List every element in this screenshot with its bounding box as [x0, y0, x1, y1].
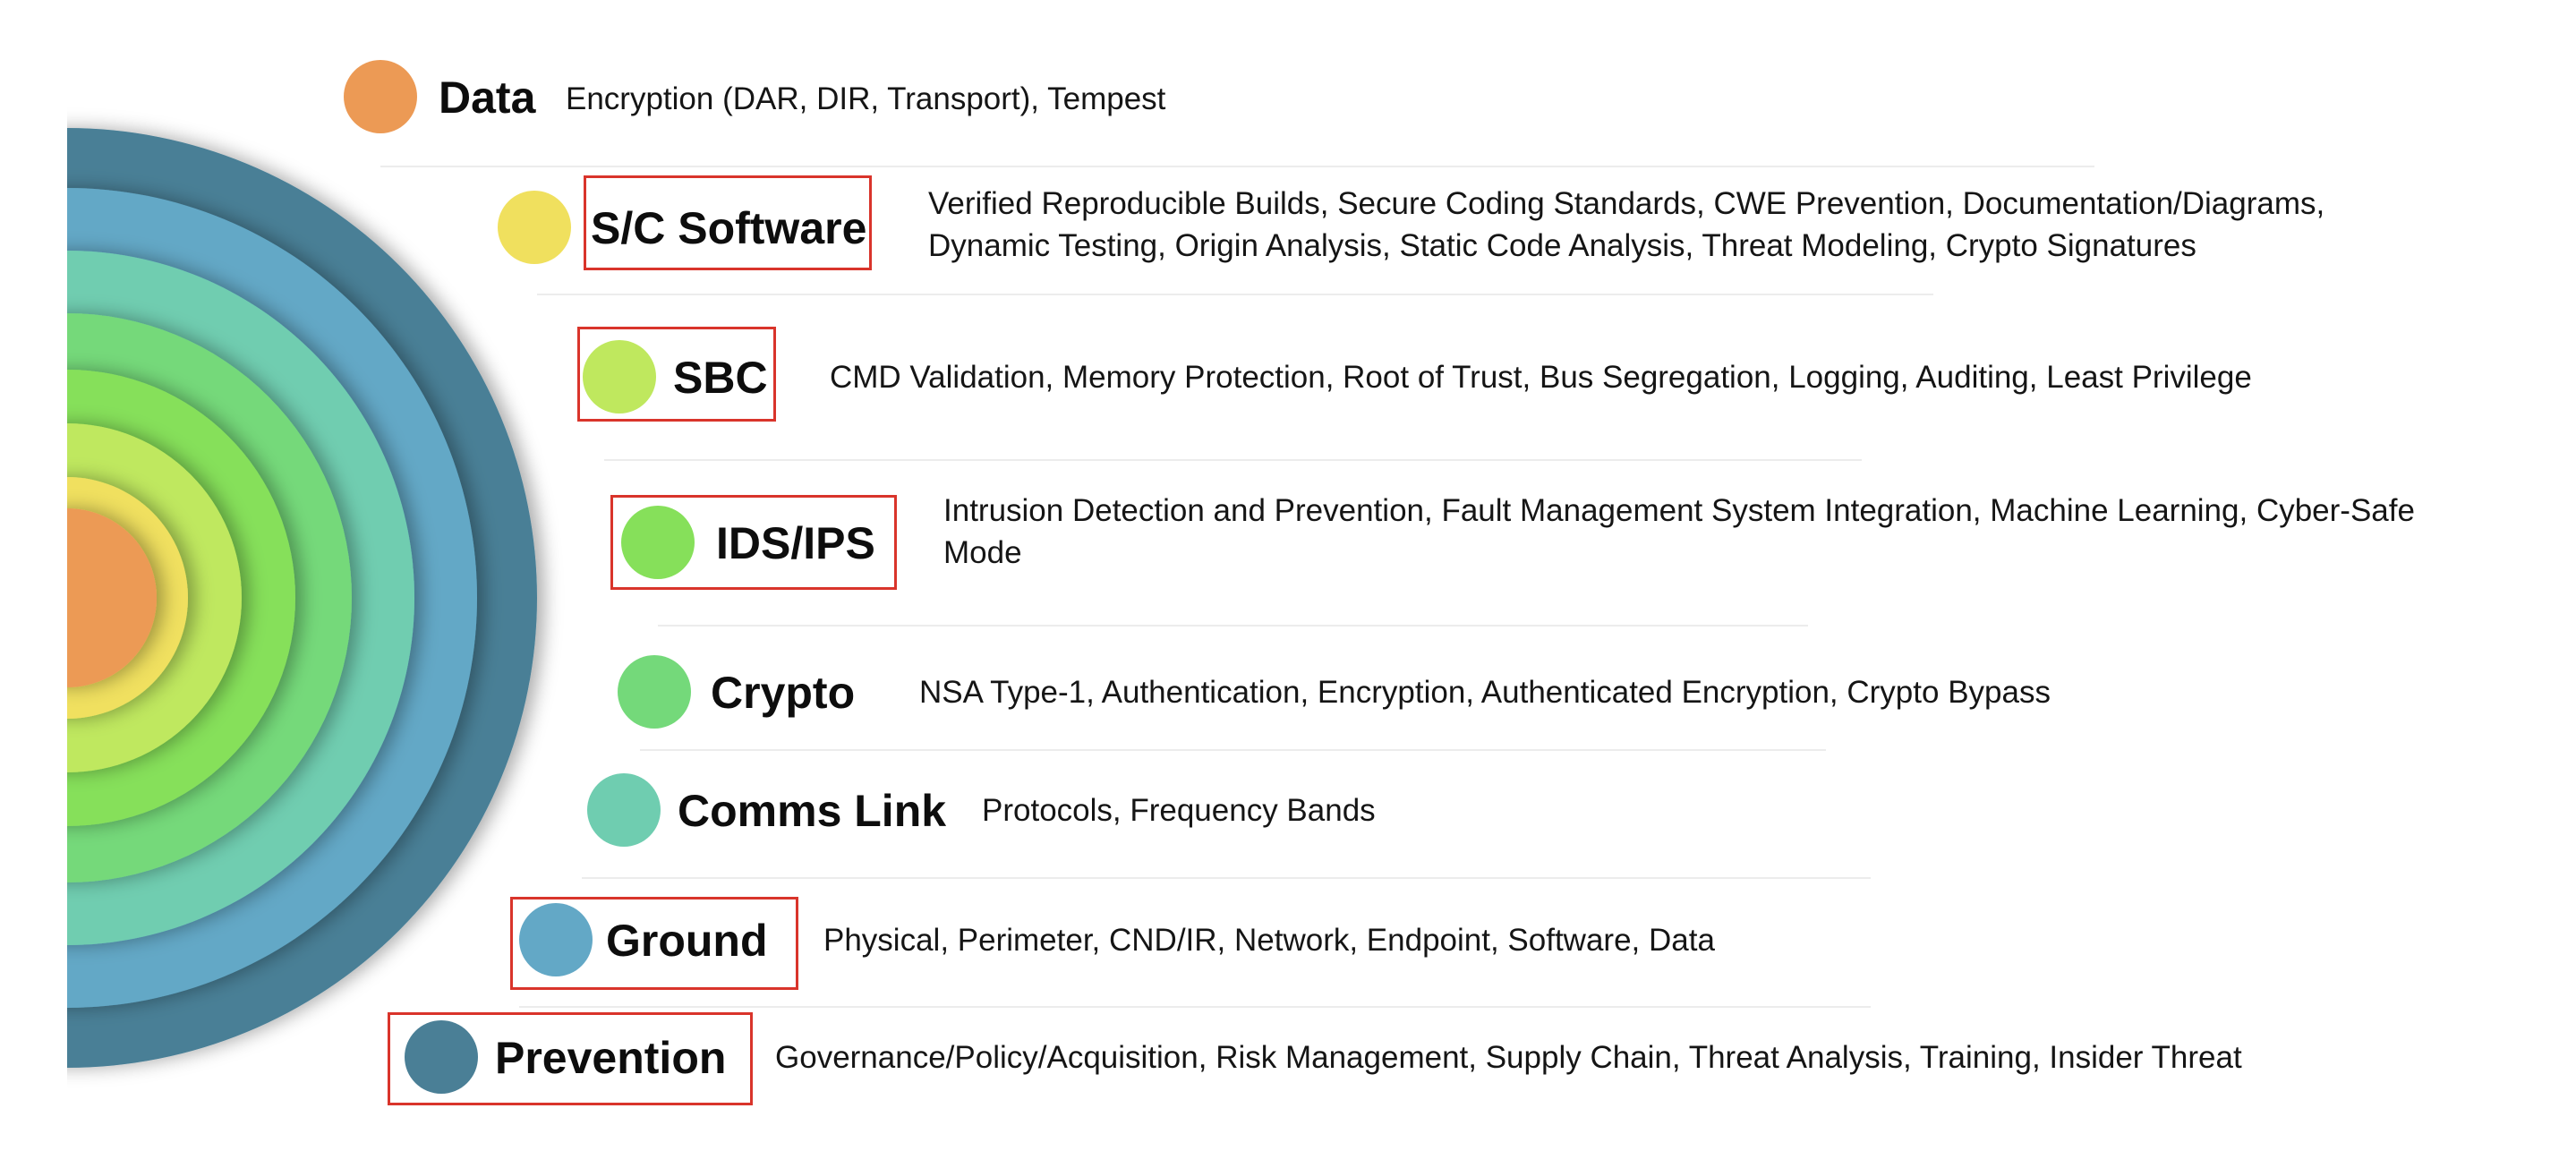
- sbc-description: CMD Validation, Memory Protection, Root of Trust, Bus Segregation, Logging, Auditing, Least Privilege: [830, 360, 2252, 395]
- data-divider: [380, 166, 2094, 167]
- crypto-title: Crypto: [711, 668, 856, 718]
- prevention-description: Governance/Policy/Acquisition, Risk Management, Supply Chain, Threat Analysis, Training, Insider Threat: [775, 1040, 2242, 1075]
- crypto-color-dot: [618, 655, 691, 729]
- data-title: Data: [439, 72, 536, 123]
- ids-ips-description: Intrusion Detection and Prevention, Fault Management System Integration, Machine Learning, Cyber-Safe Mode: [943, 493, 2415, 570]
- sc-software-divider: [537, 294, 1933, 295]
- comms-link-divider: [582, 877, 1871, 879]
- comms-link-color-dot: [587, 773, 661, 847]
- crypto-description: NSA Type-1, Authentication, Encryption, Authenticated Encryption, Crypto Bypass: [919, 675, 2051, 710]
- ids-ips-title: IDS/IPS: [716, 518, 875, 568]
- sbc-divider: [604, 459, 1862, 461]
- ground-description: Physical, Perimeter, CND/IR, Network, Endpoint, Software, Data: [823, 923, 1715, 958]
- comms-link-description: Protocols, Frequency Bands: [982, 793, 1376, 828]
- data-color-dot: [344, 60, 417, 133]
- ground-title: Ground: [606, 916, 768, 966]
- ground-divider: [519, 1006, 1871, 1008]
- ids-ips-divider: [658, 625, 1808, 627]
- sc-software-title: S/C Software: [591, 203, 867, 253]
- sc-software-color-dot: [498, 191, 571, 264]
- crypto-divider: [640, 749, 1826, 751]
- data-description: Encryption (DAR, DIR, Transport), Tempest: [566, 81, 1166, 116]
- comms-link-title: Comms Link: [678, 786, 947, 836]
- sbc-title: SBC: [673, 353, 768, 403]
- prevention-title: Prevention: [495, 1033, 727, 1083]
- sc-software-description: Verified Reproducible Builds, Secure Coding Standards, CWE Prevention, Documentation/Diagrams, Dynamic Testing, Origin Analysis, Static Code Analysis, Threat Modeling, Crypto Signatures: [928, 186, 2325, 263]
